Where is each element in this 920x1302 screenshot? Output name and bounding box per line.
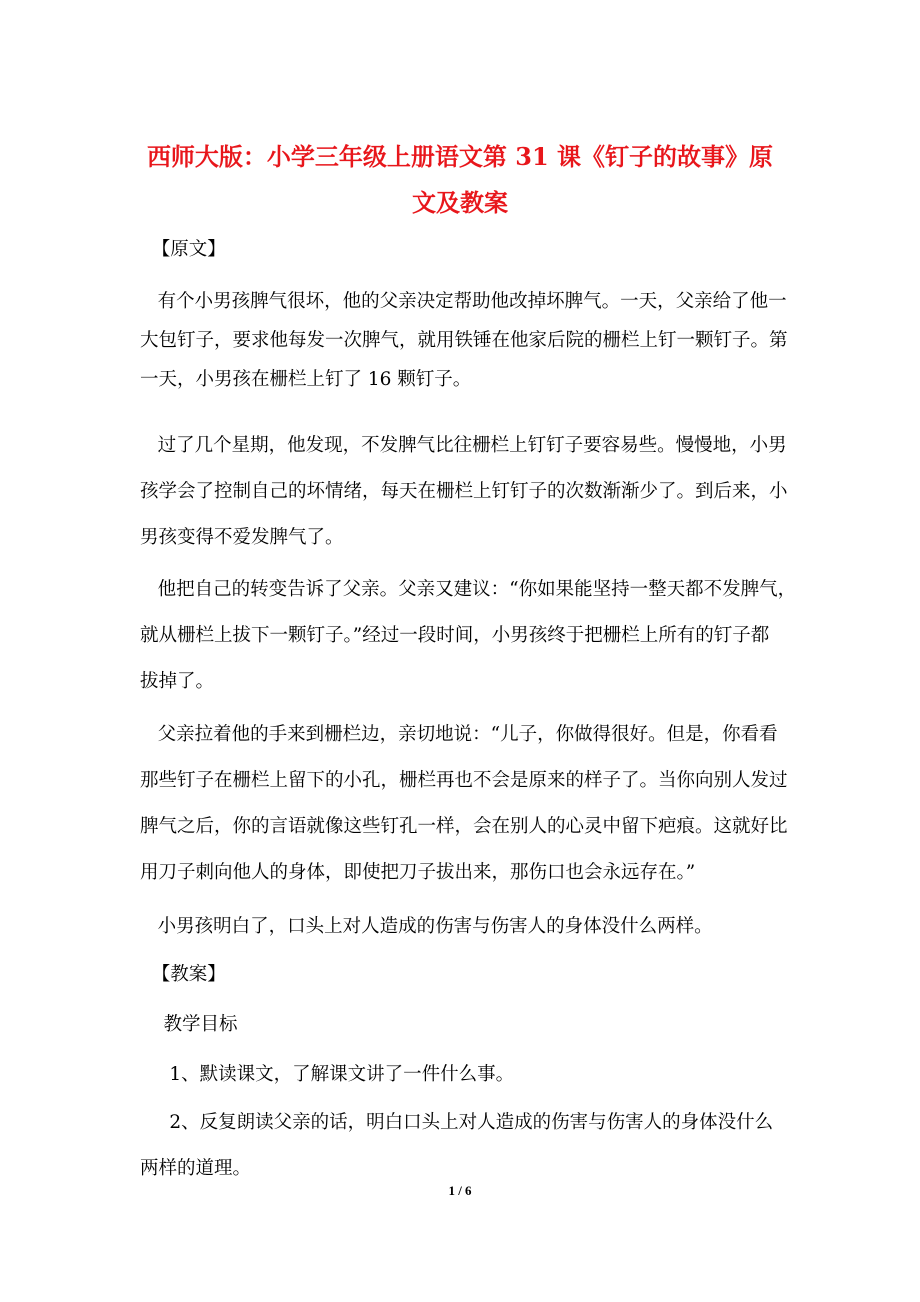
text-line: 教学目标 bbox=[140, 1014, 238, 1035]
text-line: 用刀子刺向他人的身体，即使把刀子拔出来，那伤口也会永远存在。” bbox=[140, 862, 696, 883]
paragraph bbox=[140, 282, 790, 399]
text-line: 那些钉子在栅栏上留下的小孔，栅栏再也不会是原来的样子了。当你向别人发过 bbox=[140, 770, 788, 791]
text-line: 一天，小男孩在栅栏上钉了 16 颗钉子。 bbox=[140, 369, 472, 390]
paragraph bbox=[140, 423, 790, 561]
text-line: 2、反复朗读父亲的话，明白口头上对人造成的伤害与伤害人的身体没什么 bbox=[140, 1112, 774, 1133]
text-line: 孩学会了控制自己的坏情绪，每天在栅栏上钉钉子的次数渐渐少了。到后来，小 bbox=[140, 481, 788, 502]
text-line: 他把自己的转变告诉了父亲。父亲又建议：“你如果能坚持一整天都不发脾气， bbox=[140, 579, 797, 600]
paragraph bbox=[140, 567, 797, 705]
text-line: 脾气之后，你的言语就像这些钉孔一样，会在别人的心灵中留下疤痕。这就好比 bbox=[140, 816, 788, 837]
text-line: 父亲拉着他的手来到栅栏边，亲切地说：“儿子，你做得很好。但是，你看看 bbox=[140, 724, 778, 745]
title-line: 西师大版：小学三年级上册语文第 31 课《钉子的故事》原 bbox=[146, 142, 774, 171]
subheading-objectives bbox=[140, 1002, 790, 1048]
list-item bbox=[140, 1052, 790, 1098]
document-title bbox=[0, 134, 920, 226]
text-line: 过了几个星期，他发现，不发脾气比往栅栏上钉钉子要容易些。慢慢地，小男 bbox=[140, 435, 787, 456]
text-line: 就从栅栏上拔下一颗钉子。”经过一段时间，小男孩终于把栅栏上所有的钉子都 bbox=[140, 625, 770, 646]
text-line: 【原文】 bbox=[140, 239, 226, 260]
text-line: 小男孩明白了，口头上对人造成的伤害与伤害人的身体没什么两样。 bbox=[140, 916, 713, 937]
text-line: 拔掉了。 bbox=[140, 671, 215, 692]
text-line: 两样的道理。 bbox=[140, 1158, 252, 1179]
section-heading-original bbox=[140, 227, 790, 273]
title-line: 文及教案 bbox=[412, 188, 508, 217]
paragraph bbox=[140, 712, 790, 896]
text-line: 大包钉子，要求他每发一次脾气，就用铁锤在他家后院的栅栏上钉一颗钉子。第 bbox=[140, 330, 788, 351]
page-number: 1 / 6 bbox=[448, 1183, 472, 1198]
list-item bbox=[140, 1100, 790, 1192]
paragraph bbox=[140, 904, 790, 950]
text-line: 有个小男孩脾气很坏，他的父亲决定帮助他改掉坏脾气。一天，父亲给了他一 bbox=[140, 291, 787, 312]
text-line: 男孩变得不爱发脾气了。 bbox=[140, 527, 344, 548]
text-line: 【教案】 bbox=[140, 964, 226, 985]
text-line: 1、默读课文，了解课文讲了一件什么事。 bbox=[140, 1064, 515, 1085]
section-heading-lesson-plan bbox=[140, 952, 790, 998]
